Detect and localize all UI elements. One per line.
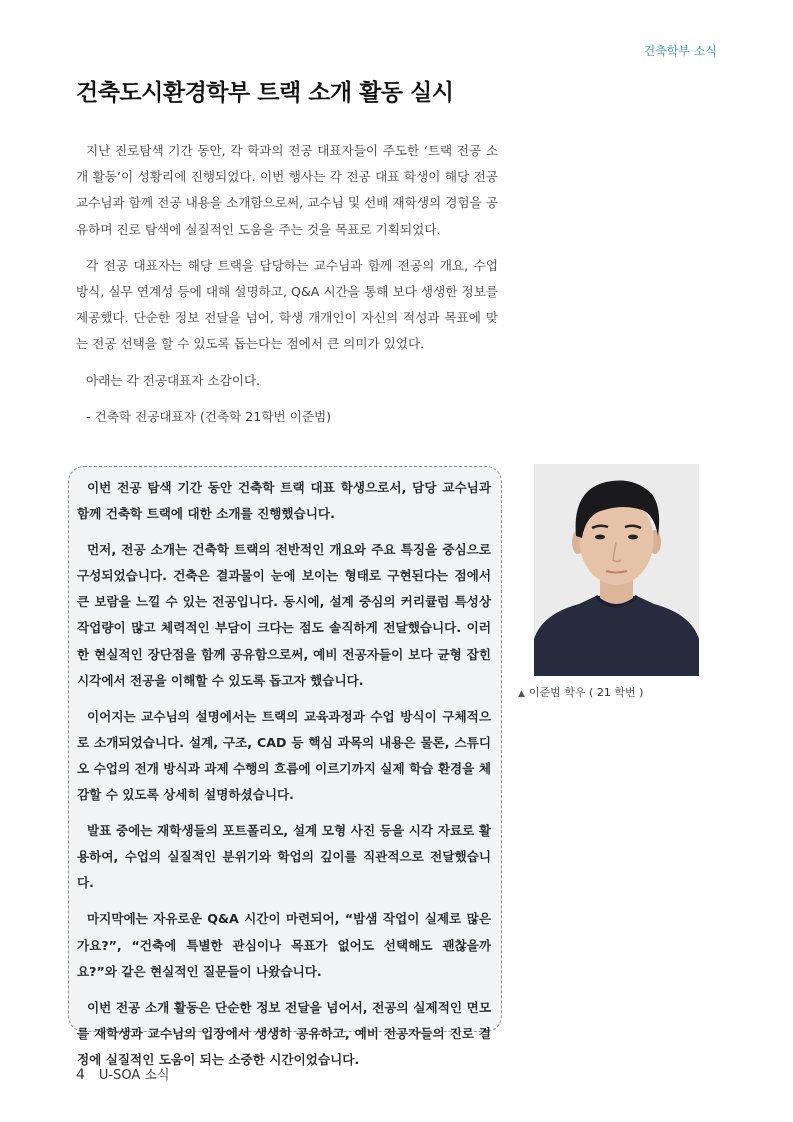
- article-title: 건축도시환경학부 트랙 소개 활동 실시: [76, 80, 454, 106]
- testimonial-box: [68, 466, 502, 1067]
- photo-caption: [518, 684, 643, 700]
- caption-text: 이준범 학우 ( 21 학번 ): [528, 686, 644, 699]
- testimonial-paragraph: 이번 전공 탐색 기간 동안 건축학 트랙 대표 학생으로서, 담당 교수님과 함께 건축학 트랙에 대한 소개를 진행했습니다.: [77, 480, 491, 522]
- page-number: 4: [76, 1067, 85, 1083]
- quote-attribution: - 건축학 전공대표자 (건축학 21학번 이준범): [86, 408, 332, 424]
- section-tag: 건축학부 소식: [643, 44, 717, 58]
- testimonial-paragraph: 먼저, 전공 소개는 건축학 트랙의 전반적인 개요와 주요 특징을 중심으로 구성되었습니다. 건축은 결과물이 눈에 보이는 형태로 구현된다는 점에서 큰 보람을 느낄 수 있는 전공입니다. 동시에, 설계 중심의 커리큘럼 특성상 작업량이 많고 체력적인 부담이 크다는 점도 솔직하게 전달했습니다. 이러한 현실적인 장단점을 함께 공유함으로써, 예비 전공자들이 보다 균형 잡힌 시각에서 전공을 이해할 수 있도록 돕고자 했습니다.: [77, 542, 491, 688]
- article-intro: [76, 138, 498, 440]
- intro-paragraph: 지난 진로탐색 기간 동안, 각 학과의 전공 대표자들이 주도한 ‘트랙 전공 소개 활동’이 성황리에 진행되었다. 이번 행사는 각 전공 대표 학생이 해당 전공 교수님과 함께 전공 내용을 소개함으로써, 교수님 및 선배 재학생의 경험을 공유하며 진로 탐색에 실질적인 도움을 주는 것을 목표로 기획되었다.: [76, 143, 498, 237]
- page-footer: [76, 1064, 170, 1083]
- testimonial-paragraph: 마지막에는 자유로운 Q&A 시간이 마련되어, “밤샘 작업이 실제로 많은가요?”, “건축에 특별한 관심이나 목표가 없어도 선택해도 괜찮을까요?”와 같은 현실적인 질문들이 나왔습니다.: [77, 911, 491, 979]
- portrait-photo: [534, 464, 699, 676]
- intro-paragraph: 각 전공 대표자는 해당 트랙을 담당하는 교수님과 함께 전공의 개요, 수업 방식, 실무 연계성 등에 대해 설명하고, Q&A 시간을 통해 보다 생생한 정보를 제공했다. 단순한 정보 전달을 넘어, 학생 개개인이 자신의 적성과 목표에 맞는 전공 선택을 할 수 있도록 돕는다는 점에서 큰 의미가 있었다.: [76, 257, 498, 352]
- testimonial-paragraph: 이번 전공 소개 활동은 단순한 정보 전달을 넘어서, 전공의 실제적인 면모를 재학생과 교수님의 입장에서 생생히 공유하고, 예비 전공자들의 진로 결정에 실질적인 도움이 되는 소중한 시간이었습니다.: [77, 999, 491, 1067]
- publication-name: U-SOA 소식: [98, 1068, 170, 1083]
- testimonial-paragraph: 발표 중에는 재학생들의 포트폴리오, 설계 모형 사진 등을 시각 자료로 활용하여, 수업의 실질적인 분위기와 학업의 깊이를 직관적으로 전달했습니다.: [77, 823, 491, 891]
- testimonial-paragraph: 이어지는 교수님의 설명에서는 트랙의 교육과정과 수업 방식이 구체적으로 소개되었습니다. 설계, 구조, CAD 등 핵심 과목의 내용은 물론, 스튜디오 수업의 전개 방식과 과제 수행의 흐름에 이르기까지 실제 학습 환경을 체감할 수 있도록 상세히 설명하셨습니다.: [77, 708, 491, 803]
- intro-paragraph: 아래는 각 전공대표자 소감이다.: [86, 372, 261, 388]
- caption-triangle-icon: ▲: [518, 689, 525, 699]
